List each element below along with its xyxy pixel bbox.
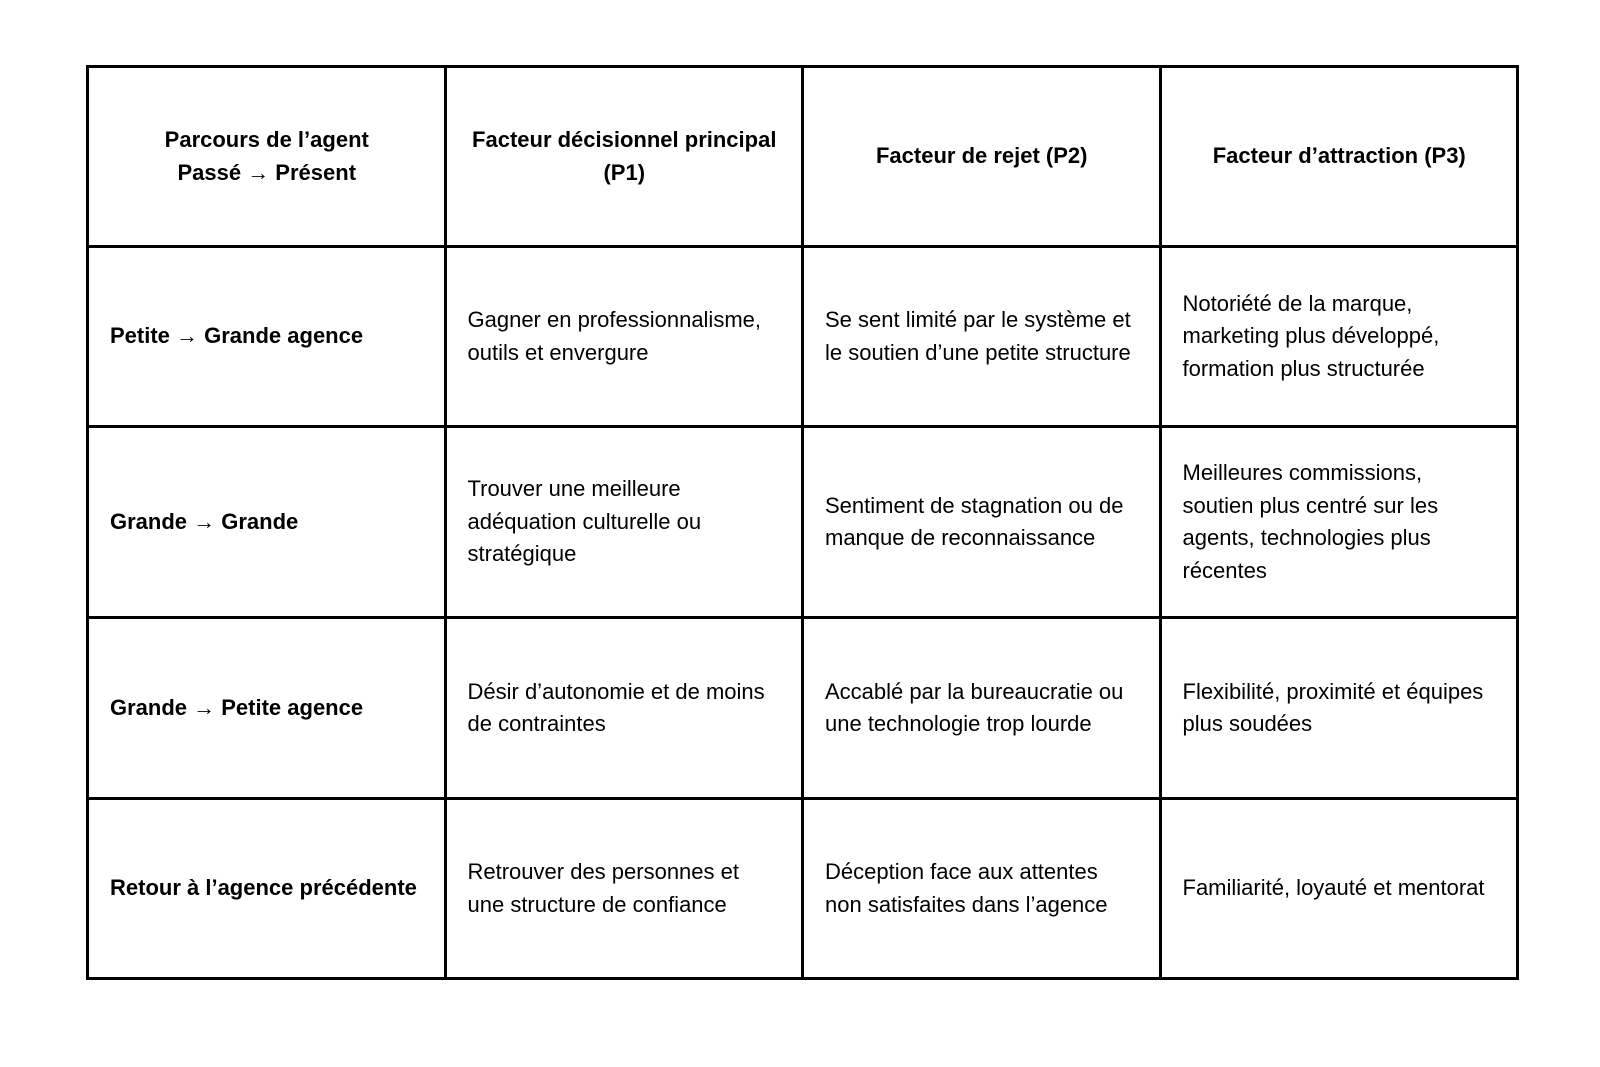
row-label: Petite → Grande agence — [88, 247, 446, 427]
header-p3 — [1160, 67, 1518, 247]
agent-journey-table — [86, 65, 1519, 980]
cell-p1: Trouver une meilleure adéquation culturelle ou stratégique — [445, 427, 803, 618]
row-label: Grande → Grande — [88, 427, 446, 618]
header-journey — [88, 67, 446, 247]
table-row — [88, 427, 1518, 618]
cell-p3: Familiarité, loyauté et mentorat — [1160, 799, 1518, 979]
cell-p1: Désir d’autonomie et de moins de contraintes — [445, 618, 803, 799]
header-p1 — [445, 67, 803, 247]
cell-p2: Accablé par la bureaucratie ou une technologie trop lourde — [803, 618, 1161, 799]
row-label: Grande → Petite agence — [88, 618, 446, 799]
cell-p2: Sentiment de stagnation ou de manque de reconnaissance — [803, 427, 1161, 618]
header-row — [88, 67, 1518, 247]
cell-p2: Se sent limité par le système et le soutien d’une petite structure — [803, 247, 1161, 427]
table-row — [88, 247, 1518, 427]
cell-p1: Gagner en professionnalisme, outils et envergure — [445, 247, 803, 427]
header-p3-line-1: Facteur d’attraction (P3) — [1212, 143, 1466, 169]
header-journey-line-2: Passé → Présent — [177, 159, 357, 185]
cell-p3: Notoriété de la marque, marketing plus développé, formation plus structurée — [1160, 247, 1518, 427]
header-p1-line-1: Facteur décisionnel principal — [472, 127, 777, 152]
table-row — [88, 618, 1518, 799]
table-row — [88, 799, 1518, 979]
header-p2-line-1: Facteur de rejet (P2) — [875, 143, 1088, 169]
cell-p3: Flexibilité, proximité et équipes plus soudées — [1160, 618, 1518, 799]
header-p2 — [803, 67, 1161, 247]
row-label: Retour à l’agence précédente — [88, 799, 446, 979]
cell-p3: Meilleures commissions, soutien plus centré sur les agents, technologies plus récentes — [1160, 427, 1518, 618]
cell-p2: Déception face aux attentes non satisfaites dans l’agence — [803, 799, 1161, 979]
cell-p1: Retrouver des personnes et une structure de confiance — [445, 799, 803, 979]
header-journey-line-1: Parcours de l’agent — [164, 127, 369, 152]
header-p1-line-2: (P1) — [603, 159, 646, 185]
